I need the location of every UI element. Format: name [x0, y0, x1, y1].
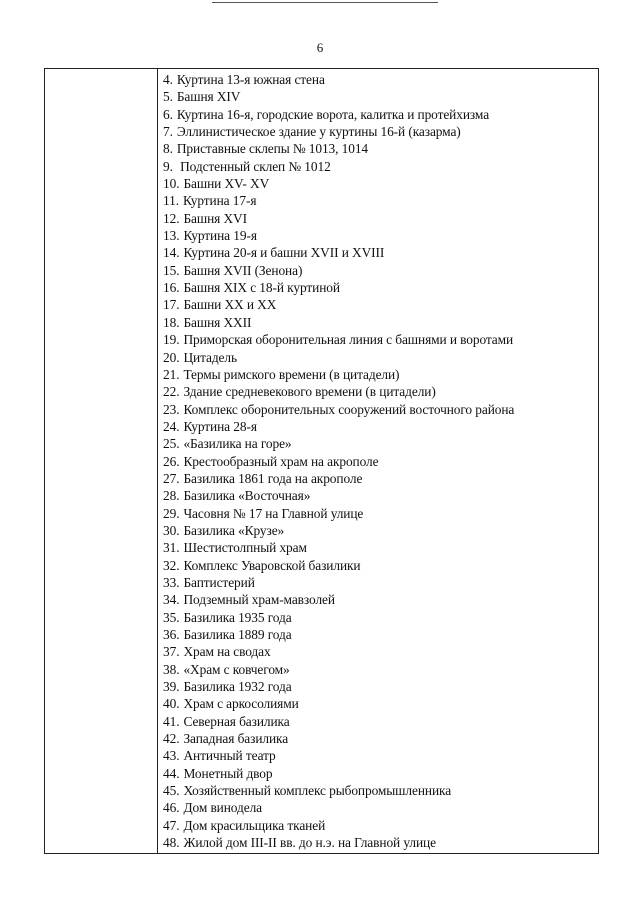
list-item — [163, 435, 598, 452]
item-number: 21. — [163, 366, 180, 382]
item-text: Термы римского времени (в цитадели) — [183, 366, 400, 382]
list-item — [163, 834, 598, 851]
item-text: Западная базилика — [183, 731, 289, 747]
list-item — [163, 349, 598, 366]
list-item — [163, 314, 598, 331]
list-item — [163, 487, 598, 504]
list-item — [163, 296, 598, 313]
item-number: 14. — [163, 245, 180, 261]
item-text: Храм с аркосолиями — [183, 696, 299, 712]
item-text: Базилика «Крузе» — [183, 522, 285, 538]
list-item — [163, 522, 598, 539]
item-number: 13. — [163, 228, 180, 244]
list-item — [163, 366, 598, 383]
list-item — [163, 279, 598, 296]
item-number: 16. — [163, 280, 180, 296]
item-text: Куртина 28-я — [183, 418, 257, 434]
item-number: 10. — [163, 176, 180, 192]
item-text: Дом красильщика тканей — [183, 817, 326, 833]
list-item — [163, 401, 598, 418]
list-item — [163, 383, 598, 400]
item-text: Базилика 1861 года на акрополе — [183, 470, 363, 486]
item-number: 4. — [163, 72, 173, 87]
item-number: 38. — [163, 661, 180, 677]
item-text: Приморская оборонительная линия с башнями и воротами — [183, 332, 514, 348]
item-number: 8. — [163, 141, 173, 157]
list-item — [163, 730, 598, 747]
scan-edge-line — [212, 2, 438, 3]
item-number: 15. — [163, 262, 180, 278]
list-item — [163, 747, 598, 764]
list-item — [163, 661, 598, 678]
item-number: 7. — [163, 124, 173, 140]
item-text: Здание средневекового времени (в цитадели) — [183, 384, 436, 400]
item-text: Башни XX и XX — [183, 297, 277, 313]
item-number: 33. — [163, 574, 180, 590]
item-number: 44. — [163, 765, 180, 781]
item-text: Куртина 16-я, городские ворота, калитка и протейхизма — [176, 106, 490, 122]
item-number: 43. — [163, 748, 180, 764]
item-number: 20. — [163, 349, 180, 365]
item-text: Эллинистическое здание у куртины 16-й (казарма) — [176, 124, 461, 140]
list-item — [163, 71, 598, 88]
list-item — [163, 158, 598, 175]
item-text: Приставные склепы № 1013, 1014 — [176, 141, 369, 157]
list-item — [163, 678, 598, 695]
item-number: 45. — [163, 783, 180, 799]
item-number: 34. — [163, 592, 180, 608]
item-number: 12. — [163, 210, 180, 226]
item-text: Северная базилика — [183, 713, 290, 729]
list-item — [163, 210, 598, 227]
item-text: Храм на сводах — [183, 644, 271, 660]
item-number: 42. — [163, 731, 180, 747]
list-item — [163, 192, 598, 209]
item-text: Башня XIX с 18-й куртиной — [183, 280, 340, 296]
item-text: Комплекс оборонительных сооружений восточного района — [183, 401, 515, 417]
item-text: Шестистолпный храм — [183, 540, 307, 556]
list-item — [163, 227, 598, 244]
item-number: 5. — [163, 89, 173, 105]
list-item — [163, 505, 598, 522]
item-number: 24. — [163, 418, 180, 434]
item-text: Монетный двор — [183, 765, 273, 781]
item-text: Башня XVII (Зенона) — [183, 262, 303, 278]
item-number: 46. — [163, 800, 180, 816]
list-item — [163, 331, 598, 348]
item-number: 23. — [163, 401, 180, 417]
item-number: 25. — [163, 436, 180, 452]
item-text: Крестообразный храм на акрополе — [183, 453, 379, 469]
item-number: 39. — [163, 679, 180, 695]
item-number: 40. — [163, 696, 180, 712]
item-number: 32. — [163, 557, 180, 573]
objects-list — [158, 71, 598, 851]
item-number: 18. — [163, 314, 180, 330]
item-text: Часовня № 17 на Главной улице — [183, 505, 364, 521]
item-number: 17. — [163, 297, 180, 313]
item-text: Базилика «Восточная» — [183, 488, 311, 504]
list-item — [163, 106, 598, 123]
item-text: Куртина 20-я и башни XVII и XVIII — [183, 245, 385, 261]
list-item — [163, 713, 598, 730]
table-left-column — [45, 69, 158, 853]
item-number: 35. — [163, 609, 180, 625]
item-text: Башни XV- XV — [183, 176, 270, 192]
list-item — [163, 695, 598, 712]
item-text: Куртина 13-я южная стена — [176, 72, 325, 87]
item-text: Дом винодела — [183, 800, 262, 816]
item-text: Подземный храм-мавзолей — [183, 592, 335, 608]
item-number: 37. — [163, 644, 180, 660]
item-number: 22. — [163, 384, 180, 400]
list-item — [163, 574, 598, 591]
item-text: Базилика 1932 года — [183, 679, 292, 695]
list-item — [163, 609, 598, 626]
item-number: 31. — [163, 540, 180, 556]
item-number: 11. — [163, 193, 179, 209]
item-text: «Храм с ковчегом» — [183, 661, 290, 677]
item-text: Базилика 1889 года — [183, 627, 292, 642]
list-item — [163, 453, 598, 470]
list-item — [163, 591, 598, 608]
item-number: 29. — [163, 505, 180, 521]
objects-table — [44, 68, 599, 854]
list-item — [163, 765, 598, 782]
item-number: 27. — [163, 470, 180, 486]
list-item — [163, 418, 598, 435]
item-text: Башня XIV — [176, 89, 241, 105]
page-number: 6 — [316, 40, 324, 55]
list-item — [163, 244, 598, 261]
item-text: Подстенный склеп № 1012 — [176, 158, 331, 174]
item-number: 9. — [163, 158, 173, 174]
list-item — [163, 782, 598, 799]
item-number: 6. — [163, 106, 173, 122]
item-number: 28. — [163, 488, 180, 504]
item-number: 36. — [163, 627, 180, 642]
item-text: Базилика 1935 года — [183, 609, 292, 625]
item-text: Баптистерий — [183, 574, 255, 590]
item-text: Хозяйственный комплекс рыбопромышленника — [183, 783, 452, 799]
list-item — [163, 123, 598, 140]
table-right-column — [158, 69, 598, 855]
item-text: Цитадель — [183, 349, 237, 365]
list-item — [163, 817, 598, 834]
item-text: Башня XVI — [183, 210, 247, 226]
item-text: Башня XXII — [183, 314, 252, 330]
item-number: 30. — [163, 522, 180, 538]
item-number: 48. — [163, 835, 180, 851]
list-item — [163, 643, 598, 660]
item-text: Комплекс Уваровской базилики — [183, 557, 361, 573]
item-text: Античный театр — [183, 748, 276, 764]
list-item — [163, 88, 598, 105]
item-number: 26. — [163, 453, 180, 469]
list-item — [163, 799, 598, 816]
list-item — [163, 140, 598, 157]
item-text: Жилой дом III-II вв. до н.э. на Главной улице — [183, 835, 436, 851]
list-item — [163, 175, 598, 192]
list-item — [163, 470, 598, 487]
list-item — [163, 557, 598, 574]
item-number: 19. — [163, 332, 180, 348]
item-text: Куртина 17-я — [182, 193, 257, 209]
item-text: Куртина 19-я — [183, 228, 257, 244]
item-text: «Базилика на горе» — [183, 436, 292, 452]
list-item — [163, 539, 598, 556]
item-number: 47. — [163, 817, 180, 833]
list-item — [163, 626, 598, 643]
item-number: 41. — [163, 713, 180, 729]
list-item — [163, 262, 598, 279]
